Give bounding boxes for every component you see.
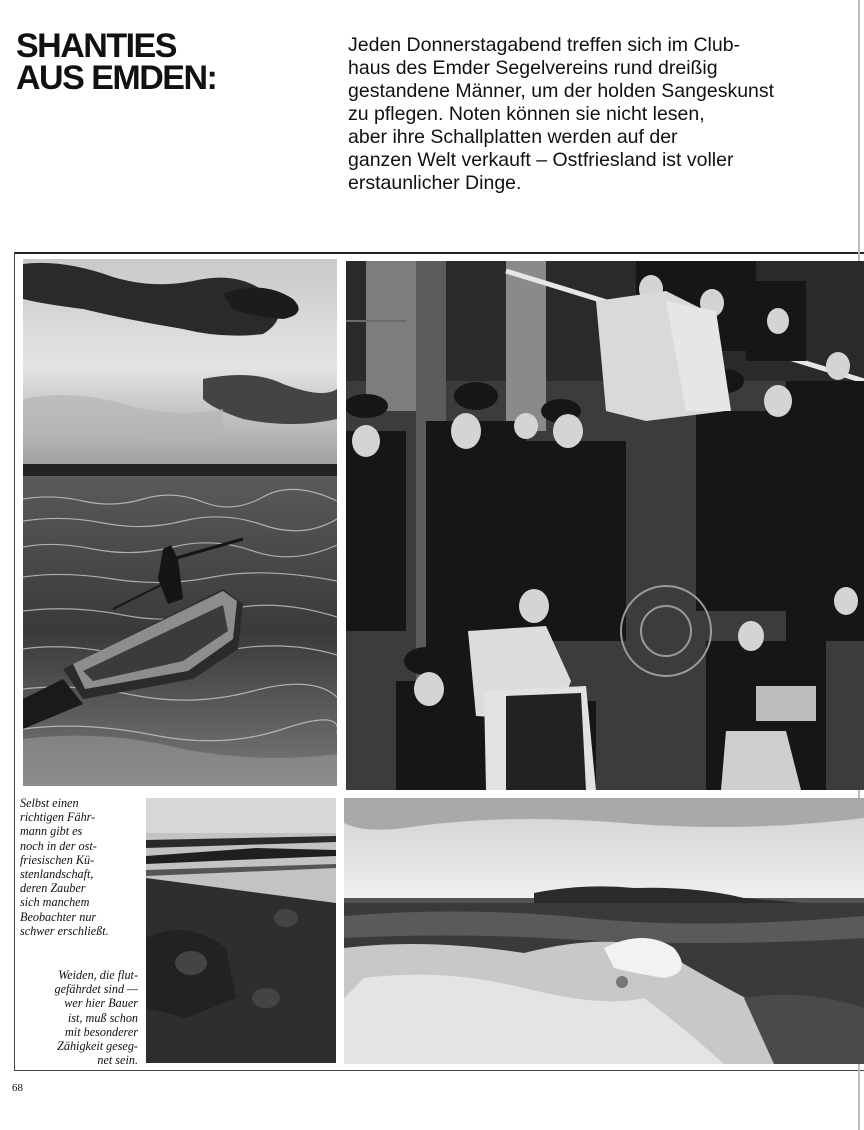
caption-line: friesischen Kü- (20, 852, 95, 867)
headline-line-2: AUS EMDEN: (16, 59, 217, 97)
page-number: 68 (12, 1082, 23, 1094)
intro-line: ganzen Welt verkauft – Ostfriesland ist voller (348, 149, 734, 171)
top-rule (14, 252, 864, 254)
caption-line: mit besonderer (65, 1024, 138, 1039)
caption-line: Selbst einen (20, 796, 79, 810)
ferryman-boat-photo (23, 259, 337, 786)
intro-line: haus des Emder Segelvereins rund dreißig (348, 57, 718, 79)
flooded-pasture-photo (146, 798, 336, 1063)
bottom-rule (14, 1070, 864, 1071)
caption-line: sich manchem (20, 895, 90, 910)
caption-line: deren Zauber (20, 881, 86, 896)
shanty-choir-photo (346, 261, 864, 790)
caption-line: richtigen Fähr- (20, 810, 96, 825)
caption-line: wer hier Bauer (64, 996, 138, 1011)
intro-paragraph (348, 34, 838, 195)
intro-line: gestandene Männer, um der holden Sangeskunst (348, 80, 775, 102)
caption-line: schwer erschließt. (20, 923, 109, 938)
caption-line: ist, muß schon (67, 1010, 138, 1025)
intro-line: aber ihre Schallplatten werden auf der (348, 126, 678, 148)
caption-line: Beobachter nur (20, 909, 97, 924)
pasture-caption (20, 968, 138, 1067)
caption-line: gefährdet sind — (54, 982, 138, 997)
article-headline (16, 27, 217, 97)
intro-line: zu pflegen. Noten können sie nicht lesen, (348, 103, 705, 125)
caption-line: mann gibt es (20, 824, 83, 839)
headline-line-1: SHANTIES (16, 27, 176, 65)
left-rule (14, 252, 15, 1070)
caption-line: Weiden, die flut- (58, 968, 138, 982)
intro-line: erstaunlicher Dinge. (348, 172, 522, 194)
caption-line: net sein. (97, 1053, 138, 1068)
caption-line: stenlandschaft, (20, 867, 94, 882)
caption-line: noch in der ost- (20, 838, 97, 853)
ferryman-caption (20, 796, 109, 938)
stormy-dike-photo (344, 798, 864, 1064)
caption-line: Zähigkeit geseg- (57, 1039, 138, 1054)
intro-line: Jeden Donnerstagabend treffen sich im Club- (348, 34, 741, 56)
